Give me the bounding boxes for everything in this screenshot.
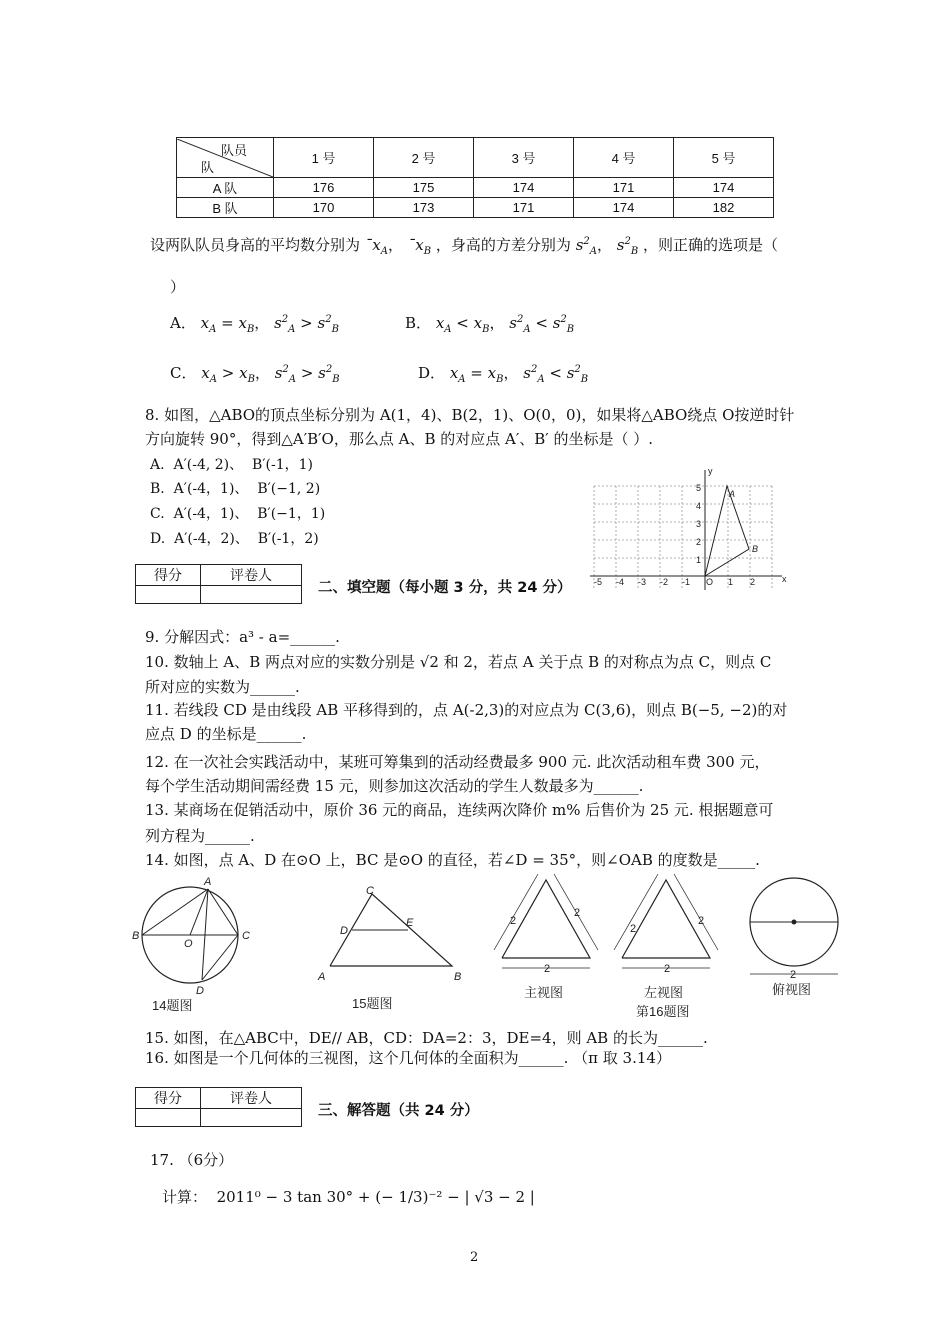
table-header: 3 号: [474, 138, 574, 178]
svg-text:D: D: [196, 985, 204, 997]
score-box: 得分 评卷人: [135, 564, 302, 604]
q12-line2: 每个学生活动期间需经费 15 元，则参加这次活动的学生人数最多为______.: [145, 777, 644, 795]
q11-line1: 11. 若线段 CD 是由线段 AB 平移得到的，点 A(-2,3)的对应点为 C(3,6)，则点 B(−5, −2)的对: [145, 701, 788, 719]
q7-close: ）: [170, 278, 186, 296]
q7-stem: 设两队队员身高的平均数分别为 $¯x_A$， $¯x_B$ ，身高的方差分别为 $s^2_A$， $s^2_B$ ，则正确的选项是（: [150, 236, 779, 257]
svg-text:B: B: [752, 544, 759, 554]
svg-text:4: 4: [696, 501, 702, 511]
svg-text:2: 2: [790, 969, 797, 981]
q8-option-a: A. A′(-4, 2)、 B′(-1，1): [150, 457, 313, 473]
q17-expression: 计算： 2011⁰ − 3 tan 30° + (− 1/3)⁻² − | √3 − 2 |: [162, 1188, 535, 1206]
svg-text:14题图: 14题图: [152, 998, 193, 1013]
table-header: 5 号: [674, 138, 774, 178]
svg-text:第16题图: 第16题图: [636, 1004, 690, 1019]
svg-text:B: B: [132, 930, 140, 942]
svg-text:1: 1: [728, 577, 734, 587]
q14: 14. 如图，点 A、D 在⊙O 上，BC 是⊙O 的直径，若∠D = 35°，则∠OAB 的度数是_____.: [145, 851, 760, 869]
svg-text:1: 1: [696, 555, 702, 565]
q8-option-c: C. A′(-4，1)、 B′(−1，1): [150, 506, 326, 522]
svg-text:C: C: [366, 885, 374, 897]
q7-option-a: A． $x_A = x_B$， $s^2_A > s^2_B$: [170, 314, 339, 335]
q11-line2: 应点 D 的坐标是______.: [145, 725, 307, 743]
q16: 16. 如图是一个几何体的三视图，这个几何体的全面积为______. （π 取 3.14）: [145, 1049, 671, 1067]
svg-text:E: E: [406, 917, 414, 929]
q13-line1: 13. 某商场在促销活动中，原价 36 元的商品，连续两次降价 m% 后售价为 25 元. 根据题意可: [145, 801, 774, 819]
svg-text:俯视图: 俯视图: [772, 982, 812, 997]
svg-text:C: C: [242, 930, 250, 942]
section-3-title: 三、解答题（共 24 分）: [318, 1103, 479, 1119]
q13-line2: 列方程为______.: [145, 827, 255, 845]
q8-coordinate-grid: [590, 466, 790, 590]
score-box: 得分 评卷人: [135, 1087, 302, 1127]
svg-text:-2: -2: [660, 577, 669, 587]
q7-option-d: D． $x_A = x_B$， $s^2_A < s^2_B$: [418, 364, 589, 385]
table-header: 2 号: [374, 138, 474, 178]
svg-text:左视图: 左视图: [644, 985, 684, 1000]
svg-text:A: A: [204, 876, 212, 888]
q9: 9. 分解因式：a³ - a=______.: [145, 628, 340, 646]
svg-text:D: D: [340, 925, 348, 937]
svg-text:A: A: [729, 489, 736, 499]
svg-text:2: 2: [630, 923, 637, 935]
height-table: [176, 137, 774, 218]
svg-text:5: 5: [696, 483, 702, 493]
fig15-triangle: [310, 882, 470, 1016]
page-number: 2: [470, 1250, 479, 1265]
table-corner: 队员 队: [177, 138, 274, 178]
svg-text:2: 2: [698, 915, 705, 927]
q17-title: 17. （6分）: [150, 1151, 234, 1169]
svg-text:2: 2: [544, 963, 551, 975]
svg-text:15题图: 15题图: [352, 996, 393, 1011]
svg-text:x: x: [782, 574, 787, 584]
q7-option-b: B． $x_A < x_B$， $s^2_A < s^2_B$: [405, 314, 575, 335]
svg-text:y: y: [708, 466, 713, 476]
q8-option-b: B. A′(-4，1)、 B′(−1, 2): [150, 481, 321, 497]
q8-line2: 方向旋转 90°，得到△A′B′O，那么点 A、B 的对应点 A′、B′ 的坐标是（ ）.: [145, 430, 653, 448]
svg-text:2: 2: [574, 907, 581, 919]
q7-option-c: C． $x_A > x_B$， $s^2_A > s^2_B$: [170, 364, 340, 385]
svg-text:B: B: [454, 971, 462, 983]
svg-text:-3: -3: [638, 577, 647, 587]
svg-text:2: 2: [696, 537, 702, 547]
q10-line2: 所对应的实数为______.: [145, 678, 300, 696]
q8-line1: 8. 如图，△ABO的顶点坐标分别为 A(1，4)、B(2，1)、O(0，0)，如果将△ABO绕点 O按逆时针: [145, 406, 795, 424]
svg-text:2: 2: [750, 577, 756, 587]
q15: 15. 如图，在△ABC中，DE// AB，CD：DA=2：3，DE=4，则 AB 的长为______.: [145, 1029, 708, 1047]
svg-text:2: 2: [664, 963, 671, 975]
fig14-circle: [130, 872, 260, 1018]
svg-text:-1: -1: [682, 577, 691, 587]
table-row: B 队 170 173 171 174 182: [177, 198, 774, 218]
svg-text:A: A: [318, 971, 326, 983]
svg-text:3: 3: [696, 519, 702, 529]
q8-option-d: D. A′(-4，2)、 B′(-1，2): [150, 531, 319, 547]
svg-text:主视图: 主视图: [524, 985, 564, 1000]
fig16-three-views: [490, 872, 860, 1022]
svg-text:O: O: [706, 577, 714, 587]
q10-line1: 10. 数轴上 A、B 两点对应的实数分别是 √2 和 2，若点 A 关于点 B 的对称点为点 C，则点 C: [145, 653, 772, 671]
svg-text:O: O: [184, 938, 193, 950]
section-2-title: 二、填空题（每小题 3 分，共 24 分）: [318, 580, 572, 596]
table-header: 4 号: [574, 138, 674, 178]
table-header: 1 号: [274, 138, 374, 178]
svg-text:2: 2: [510, 915, 517, 927]
table-row: A 队 176 175 174 171 174: [177, 178, 774, 198]
svg-text:-4: -4: [616, 577, 625, 587]
q12-line1: 12. 在一次社会实践活动中，某班可筹集到的活动经费最多 900 元. 此次活动租车费 300 元，: [145, 753, 770, 771]
svg-text:-5: -5: [594, 577, 603, 587]
